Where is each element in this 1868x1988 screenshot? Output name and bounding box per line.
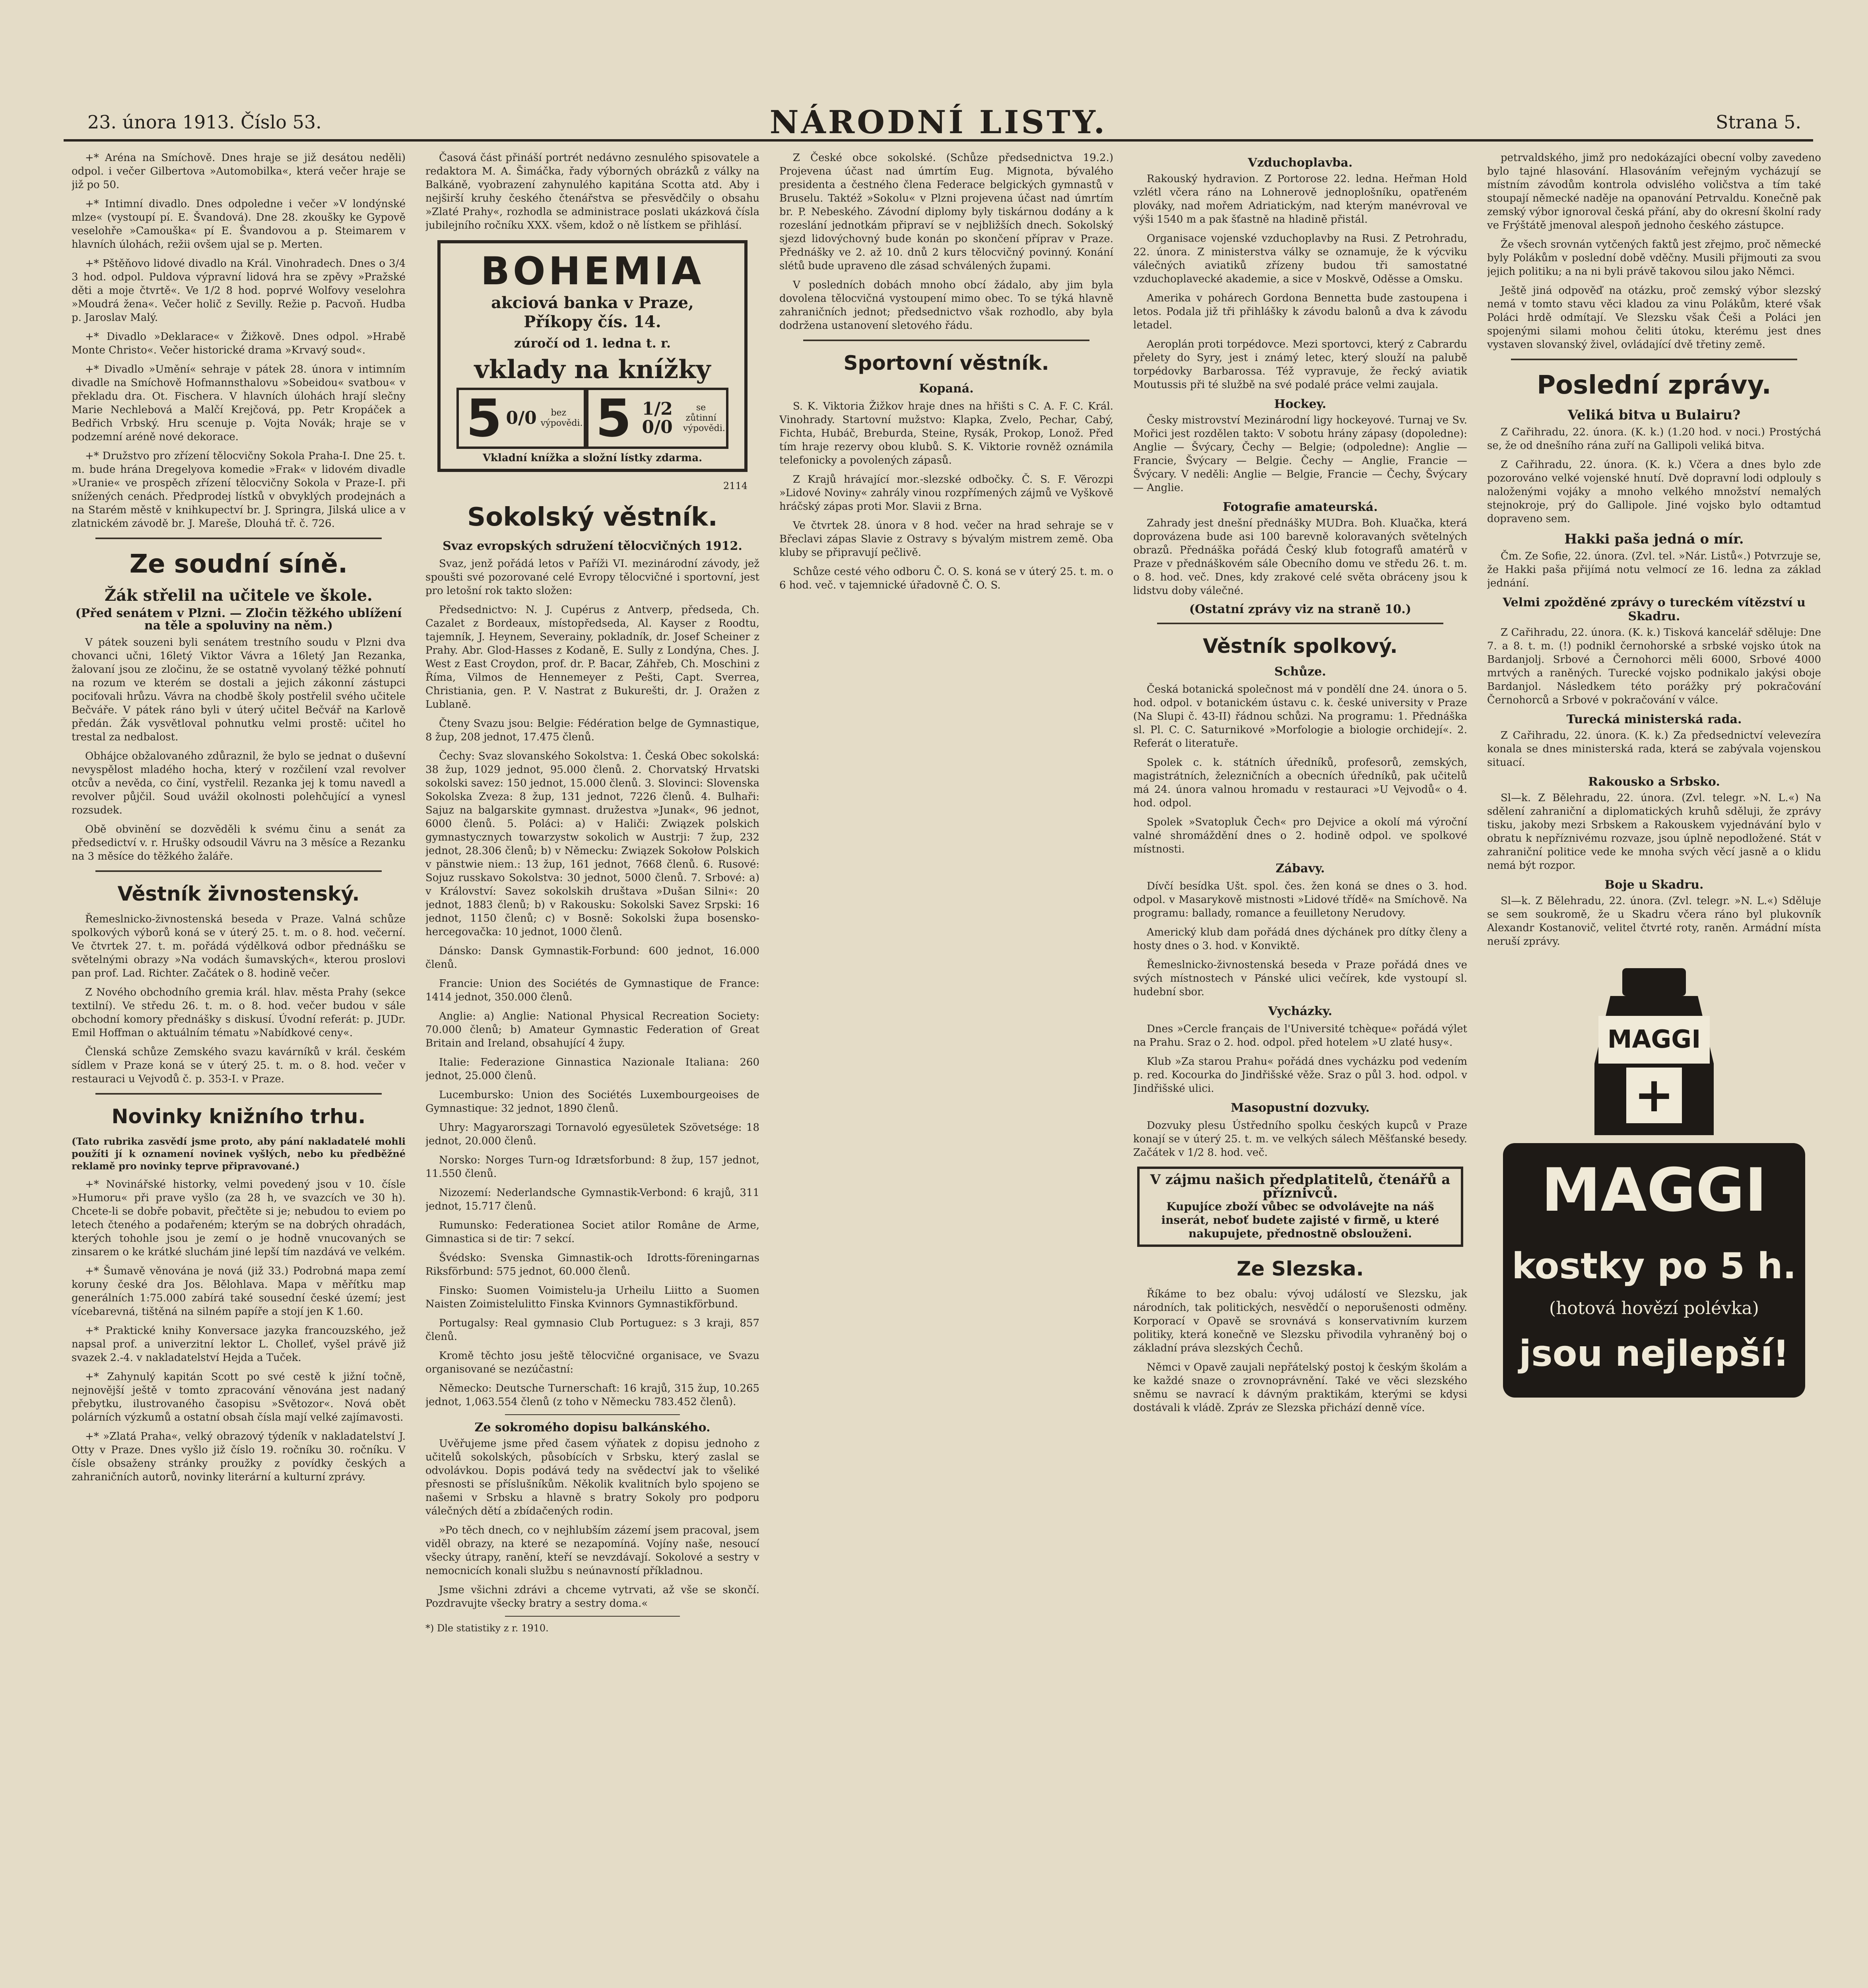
article-headline: Turecká ministerská rada.: [1566, 712, 1742, 726]
theatre-notice: +* Intimní divadlo. Dnes odpoledne i večer »V londýnské mlze« (vystoupí pí. E. Švandová). Dne 28. zkoušky ke Gypově veselohře »Camouška« pí E. Švandovou a p. Steimarem v hlavních úlohách, režii ovšem ujal se p. Merten.: [72, 198, 406, 250]
article-paragraph: petrvaldského, jimž pro nedokázajíci obecní volby zavedeno bylo tajné hlasování. Hlasováním veřejným vycházují se místním závodům kontrola odvislého voličstva a tím také stoupají německé naděje na opanování Petrvaldu. Konečně pak zemský výbor ignoroval česká přání, aby do okresní školní rady ve Frýštátě jmenoval alespoň jednoho českého zástupce.: [1487, 152, 1821, 231]
article-paragraph: Klub »Za starou Prahu« pořádá dnes vycházku pod vedením p. red. Kocourka do Jindřišské věže. Sraz o půl 3. hod. odpol. v Jindřišské ulici.: [1133, 1056, 1467, 1095]
article-subheadline: Schůze.: [1274, 665, 1326, 679]
column-1: [72, 151, 406, 1988]
article-paragraph: +* Zahynulý kapitán Scott po své cestě k jižní točně, nejnovější ještě v tomto zpracování věnována jest nadaný přebytku, ilustrovaného časopisu »Světozor«. Nová obět polárních výzkumů a ostatní obsah čísla mají velké zajímavosti.: [72, 1371, 406, 1423]
article-paragraph: Řemeslnicko-živnostenská beseda v Praze. Valná schůze spolkových výborů koná se v úterý 25. t. m. o 8. hod. večerní. Ve čtvrtek 27. t. m. pořádá výdělková odbor přednášku se světelnými obrazy »Na vodách šumavských«, kterou proslovi pan prof. Lad. Richter. Začátek o 8. hodině večer.: [72, 913, 406, 979]
section-divider: [95, 1093, 382, 1095]
article-paragraph: Německo: Deutsche Turnerschaft: 16 krajů, 315 žup, 10.265 jednot, 1,063.554 členů (z toho v Německu 783.452 členů).: [425, 1382, 759, 1408]
article-paragraph: Portugalsy: Real gymnasio Club Portuguez: s 3 kraji, 857 členů.: [425, 1317, 759, 1343]
article-paragraph: Dozvuky plesu Ústředního spolku českých kupců v Praze konají se v úterý 25. t. m. ve velkých sálech Měšťanské besedy. Začátek v 1/2 8. hod. več.: [1133, 1120, 1467, 1159]
article-paragraph: Česká botanická společnost má v pondělí dne 24. února o 5. hod. odpol. v botanickém ústavu c. k. české university v Praze (Na Slupi č. 43-II) řádnou schůzi. Na programu: 1. Přednáška sl. Pl. C. C. Saturnikové »Morfologie a biologie orchidejí«. 2. Referát o literatuře.: [1133, 683, 1467, 749]
article-paragraph: Ve čtvrtek 28. února v 8 hod. večer na hrad sehraje se v Břeclavi zápas Slavie z Ostravy s bývalým mistrem země. Oba kluby se připravují pečlivě.: [779, 520, 1113, 559]
article-paragraph: Čechy: Svaz slovanského Sokolstva: 1. Česká Obec sokolská: 38 žup, 1029 jednot, 95.000 členů. 2. Chorvatský Hrvatski sokolski savez: 150 jednot, 15.000 členů. 3. Slovinci: Slovenska Sokolska Zveza: 8 žup, 131 jednot, 7226 členů. 4. Bulhaři: Sajuz na balgarskite gymnast. družestva »Junak«, 96 jednot, 6000 členů. 5. Poláci: a) v Haliči: Związek polskich gymnastycznych towarzystw sokolich w Austrji: 7 žup, 232 jednot, 28.306 členů; b) v Německu: Związek Sokołow Polskich v pänstwie niem.: 13 žup, 161 jednot, 7668 členů. 6. Rusové: Sojuz russkavo Sokolstva: 30 jednot, 5000 členů. 7. Srbové: a) v Království: Savez sokolskih društava »Dušan Silni«: 20 jednot, 1883 členů; b) v Rakousku: Sokolski Savez Srpski: 16 jednot, 1150 členů; c) v Bosně: Sokolski župa bosensko-hercegovačka: 10 jednot, 1000 členů.: [425, 750, 759, 938]
article-paragraph: Sl—k. Z Bělehradu, 22. února. (Zvl. telegr. »N. L.«) Sděluje se sem soukromě, že u Skadru včera ráno byl plukovník Alexandr Kostanovič, velitel čtvrté roty, raněn. Armádní místa neruší zprávy.: [1487, 895, 1821, 947]
section-title-court: Ze soudní síně.: [129, 549, 348, 579]
article-paragraph: Ještě jiná odpověď na otázku, proč zemský výbor slezský nemá v tomto stavu věci kladou za vinu Polákům, které však Poláci hrdě odmítají. Ve Slezsku však Češi a Poláci jen spojenými silami mohou čeliti útoku, kterému jest dnes vystaven slovanský živel, ovládající dvě třetiny země.: [1487, 285, 1821, 351]
article-paragraph: +* Praktické knihy Konversace jazyka francouzského, jež napsal prof. a univerzitní lektor L. Cholleť, vyšel právě již svazek 2.-4. v nakladatelství Hejda a Tuček.: [72, 1325, 406, 1364]
article-paragraph: Řemeslnicko-živnostenská beseda v Praze pořádá dnes ve svých místnostech v Pánské ulici večírek, kde vystoupí sl. hudební sbor.: [1133, 959, 1467, 998]
article-paragraph: Americký klub dam pořádá dnes dýchánek pro dítky členy a hosty dnes o 3. hod. v Konviktě.: [1133, 926, 1467, 952]
section-title-clubs: Věstník spolkový.: [1203, 635, 1398, 658]
maggi-ad-graphic: [1491, 960, 1817, 1417]
article-paragraph: Uvěřujeme jsme před časem výňatek z dopisu jednoho z učitelů sokolských, působících v Srbsku, který zaslal se odvolávkou. Dopis podává tedy na svědectví jak to všeliké přesnosti se příslušníkům. Několik kvalitních bylo spojeno se našemi v Srbsku a hlavně s bratry Sokoly pro podporu válečných dětí a zbídačených rodin.: [425, 1438, 759, 1517]
section-title-latest: Poslední zprávy.: [1537, 371, 1771, 400]
article-paragraph: Z Cařihradu, 22. února. (K. k.) Včera a dnes bylo zde pozorováno velké vojenské hnutí. Dvě dopravní lodi odplouly s naloženými vojáky a mnoho velkého množství nemalých stejnokroje, prý do Gallipole. Jiné vojsko bylo odtamtud dopraveno sem.: [1487, 459, 1821, 525]
article-subheadline: Masopustní dozvuky.: [1231, 1101, 1370, 1115]
article-subheadline: Zábavy.: [1276, 862, 1325, 876]
ad-bank-address: Příkopy čís. 14.: [524, 313, 661, 331]
section-title-silesia: Ze Slezska.: [1237, 1257, 1364, 1280]
maggi-label-text: MAGGI: [1607, 1025, 1701, 1054]
article-paragraph: S. K. Viktoria Žižkov hraje dnes na hřišti s C. A. F. C. Král. Vinohrady. Startovní mužstvo: Klapka, Zvelo, Pechar, Cabý, Fichta, Hubáč, Breburda, Steine, Rysák, Prokop, Lonož. Před tím hraje rezervy obou klubů. S. K. Viktorie rovněž oznámila telefonicky a povolených zápasů.: [779, 400, 1113, 466]
rate-fraction: 1/2 0/0: [642, 399, 673, 437]
article-paragraph: Z Cařihradu, 22. února. (K. k.) (1.20 hod. v noci.) Prostýchá se, že od dnešního rána zuří na Gallipoli veliká bitva.: [1487, 426, 1821, 452]
masthead: NÁRODNÍ LISTY.: [769, 103, 1107, 141]
ad-bank-name: BOHEMIA: [480, 249, 705, 293]
rate-big-digit: 5: [595, 388, 632, 448]
article-paragraph: »Po těch dnech, co v nejhlubším zázemí jsem pracoval, jsem viděl obrazy, na které se nezapomíná. Vojíny naše, nesoucí všecky útrapy, ranění, kteří se nevzdávají. Sokolové a sestry v nemocnicích konali službu s neúnavností příkladnou.: [425, 1524, 759, 1577]
article-paragraph: Dánsko: Dansk Gymnastik-Forbund: 600 jednot, 16.000 členů.: [425, 945, 759, 971]
article-paragraph: Rumunsko: Federationea Societ atilor Române de Arme, Gimnastica si de tir: 7 sekcí.: [425, 1219, 759, 1245]
page-number: Strana 5.: [1716, 111, 1801, 133]
article-subheadline: (Před senátem v Plzni. — Zločin těžkého ublížení na těle a spoluviny na něm.): [75, 606, 402, 633]
article-paragraph: +* Šumavě věnována je nová (již 33.) Podrobná mapa zemí koruny české dra Jos. Bělohlava. Mapa v měřítku map generálních 1:75.000 zabírá také sousední české území; jest vícebarevná, tištěná na silném papíře a stojí jen K 1.60.: [72, 1265, 406, 1318]
column-4: [1133, 151, 1467, 1988]
article-headline: Velmi zpožděné zprávy o tureckém vítězství u Skadru.: [1503, 596, 1806, 623]
reader-notice-box: [1137, 1167, 1463, 1247]
ad-bank-subtitle: akciová banka v Praze,: [491, 293, 694, 312]
ad-deposit-line: vklady na knížky: [474, 355, 711, 384]
article-paragraph: Amerika v pohárech Gordona Bennetta bude zastoupena i letos. Podala již tři přihlášky k závodu balonů a dva k závodu letadel.: [1133, 292, 1467, 331]
article-paragraph: Časová část přináší portrét nedávno zesnulého spisovatele a redaktora M. A. Šimáčka, řady výborných obrázků z války na Balkáně, vyobrazení zahynulého kapitána Scotta atd. Aby i nejširší kruhy českého čtenářstva se přesvědčily o obsahu »Zlaté Prahy«, rozhodla se administrace poslati ukázková čísla jubilejního ročníku XXX. všem, kdož o ně lístkem se přihlásí.: [425, 152, 759, 231]
article-paragraph: Členská schůze Zemského svazu kavárníků v král. českém sídlem v Praze koná se v úterý 25. t. m. o 8. hod. večer v restauraci u Vejvodů č. p. 353-I. v Praze.: [72, 1046, 406, 1085]
section-title-photo: Fotografie amateurská.: [1223, 500, 1378, 514]
column-5: [1487, 151, 1821, 1988]
article-paragraph: Předsednictvo: N. J. Cupérus z Antverp, předseda, Ch. Cazalet z Bordeaux, místopředseda, Al. Kayser z Roodtu, tajemník, J. Heynem, Severainy, pokladník, dr. Josef Scheiner z Prahy. Abr. Glod-Hasses z Kodaně, E. Sully z Londýna, Ches. J. West z East Croydon, prof. dr. P. Bacar, Záhřeb, Ch. Moschini z Říma, Vilmos de Hennemeyer z Pešti, Capt. Sverrea, Christiania, gen. P. V. Nastrat z Bukurešti, dr. J. Oražen z Lublaně.: [425, 604, 759, 711]
column-2: [425, 151, 759, 1988]
article-paragraph: Z Cařihradu, 22. února. (K. k.) Za předsednictví velevezíra konala se dnes ministerská rada, která se zabývala vojenskou situací.: [1487, 730, 1821, 769]
note: (Ostatní zprávy viz na straně 10.): [1189, 602, 1412, 616]
article-paragraph: Schůze cesté vého odboru Č. O. S. koná se v úterý 25. t. m. o 6 hod. več. v tajemnické úřadovně Č. O. S.: [779, 566, 1113, 591]
article-paragraph: Norsko: Norges Turn-og Idrætsforbund: 8 žup, 157 jednot, 11.550 členů.: [425, 1154, 759, 1180]
article-headline: Ze sokromého dopisu balkánského.: [474, 1421, 711, 1435]
article-paragraph: V pátek souzeni byli senátem trestního soudu v Plzni dva chovanci učni, 16letý Viktor Vávra a 16letý Jan Rezanka, žalovaní jsou ze zločinu, že se ostatně vyvolaný těžké pohnutí na rozum ve kterém se dostali a jejich zákonní zástupci pociťovali hrůzu. Vávra na chodbě školy postřelil svého učitele Bečváře. V pátek ráno byli v úterý učitel Bečvář na Karlově předán. Žák vysvětloval pohnutku velmi prostě: učitel ho trestal za nedbalost.: [72, 637, 406, 743]
theatre-notice: +* Družstvo pro zřízení tělocvičny Sokola Praha-I. Dne 25. t. m. bude hrána Dregelyova komedie »Frak« v lidovém divadle »Uranie« ve prospěch zřízení tělocvičny Sokola v Praze-I. při snížených cenách. Předprodej lístků v obvyklých prodejnách a na Starém městě v knihkupectví br. J. Springra, Jilská ulice a v zlatnickém závodě br. J. Mareše, Dlouhá tř. č. 726.: [72, 450, 406, 530]
section-divider: [95, 538, 382, 539]
page-header: [64, 83, 1813, 142]
maggi-line1: kostky po 5 h.: [1512, 1245, 1796, 1287]
article-paragraph: Anglie: a) Anglie: National Physical Recreation Society: 70.000 členů; b) Amateur Gymnastic Federation of Great Britain and Ireland, obsahující 4 župy.: [425, 1010, 759, 1049]
article-headline: Žák střelil na učitele ve škole.: [105, 586, 373, 605]
article-paragraph: Čteny Svazu jsou: Belgie: Fédération belge de Gymnastique, 8 žup, 208 jednot, 17.475 členů.: [425, 718, 759, 743]
divider: [505, 1616, 680, 1617]
article-paragraph: Organisace vojenské vzduchoplavby na Rusi. Z Petrohradu, 22. února. Z ministerstva války se oznamuje, že k výcviku válečných aviatiků zřízeny budou tři samostatné vzduchoplavecké akademie, a sice v Moskvě, Oděsse a Omsku.: [1133, 233, 1467, 285]
theatre-notice: +* Pštěňovo lidové divadlo na Král. Vinohradech. Dnes o 3/4 3 hod. odpol. Puldova výpravní lidová hra se zpěvy »Pražské děti a moje čtvrtě«. Ve 1/2 8 hod. poprvé Wolfovy veselohra »Moudrá žena«. Večer holič z Sevilly. Režie p. Pacvoň. Hudba p. Jaroslav Malý.: [72, 258, 406, 324]
article-paragraph: Říkáme to bez obalu: vývoj událostí ve Slezsku, jak národních, tak politických, nesvědčí o neporušenosti odměny. Korporací v Opavě se srovnává s konservativním kurzem politiky, která konečně ve Slezsku přivodila vyhraněný boj o základní práva slezských Čechů.: [1133, 1288, 1467, 1354]
maggi-cross-badge: [1626, 1068, 1682, 1123]
footnote: *) Dle statistiky z r. 1910.: [425, 1623, 549, 1634]
rate-box-1: [456, 388, 586, 449]
ad-code: 2114: [723, 480, 748, 491]
article-paragraph: Dívčí besídka Ušt. spol. čes. žen koná se dnes o 3. hod. odpol. v Masarykově mistnosti »Lidové třídě« na Smíchově. Na programu: ballady, romance a feuilletony Nerudovy.: [1133, 880, 1467, 919]
rate-label: se zůtinní výpovědi.: [683, 403, 725, 433]
article-paragraph: V posledních dobách mnoho obcí žádalo, aby jim byla dovolena tělocvičná vystoupení mimo obec. To se týká hlavně zahraničních jednot; předsednictvo však rozhodlo, aby byla dodržena ustanovení sletového řádu.: [779, 279, 1113, 332]
ad-interest-from: zúročí od 1. ledna t. r.: [514, 336, 671, 351]
article-subheadline: Svaz evropských sdružení tělocvičných 1912.: [443, 539, 742, 553]
maggi-brand: MAGGI: [1541, 1156, 1767, 1225]
rate-fraction: 0/0: [506, 408, 537, 428]
section-title-sokol: Sokolský věstník.: [467, 503, 718, 532]
article-paragraph: Obě obvinění se dozvěděli k svému činu a senát za předsedictví v. r. Hrušky odsoudil Vávru na 3 měsíce a Rezanku na 3 měsíce do těžkého žaláře.: [72, 823, 406, 862]
article-paragraph: Z Cařihradu, 22. února. (K. k.) Tisková kancelář sděluje: Dne 7. a 8. t. m. (!) podnikl černohorské a srbské vojsko útok na Bardanjolj. Srbové a Černohorci měli 6000, Srbové 4000 mrtvých a raněných. Turecké vojsko podnikalo jakýsi oboje Bardanjol. Následkem této porážky prý pokračování Černohorců a Srbové v pokračování v válce.: [1487, 627, 1821, 706]
section-title-sport: Sportovní věstník.: [843, 351, 1049, 375]
section-title-trade: Věstník živnostenský.: [117, 882, 360, 905]
article-paragraph: Spolek c. k. státních úředníků, profesorů, zemských, magistrátních, železničních a obecních úředníků, pak učitelů má 24. února valnou hromadu v restauraci »U Vejvodů« o 4. hod. odpol.: [1133, 757, 1467, 809]
article-paragraph: Lucembursko: Union des Sociétés Luxembourgeoises de Gymnastique: 32 jednot, 1890 členů.: [425, 1089, 759, 1114]
section-title-aviation: Vzduchoplavba.: [1248, 156, 1353, 170]
article-paragraph: Němci v Opavě zaujali nepřátelský postoj k českým školám a ke každé snaze o zrovnoprávnění. Také ve věci slezského sněmu se navrací k dávným praktikám, kterými se kdysi dostávali k vládě. Zpráv ze Slezska přichází denně více.: [1133, 1361, 1467, 1414]
article-paragraph: Z Krajů hrávající mor.-slezské odbočky. Č. S. F. Věrozpi »Lidové Noviny« zahrály vinou rozpřímených zájmů ve Vyškově hráčský zápas proti Mor. Slavii z Brna.: [779, 474, 1113, 513]
article-paragraph: Italie: Federazione Ginnastica Nazionale Italiana: 260 jednot, 25.000 členů.: [425, 1056, 759, 1082]
article-paragraph: Aeroplán proti torpédovce. Mezi sportovci, který z Cabrardu přelety do Syry, jest i známý letec, který slouží na palubě torpédovky Barbarossa. Též vypravuje, že řecký aviatik Moutussis při té službě na své podalé práce velmi zaujala.: [1133, 338, 1467, 391]
article-paragraph: +* Novinářské historky, velmi povedený jsou v 10. čísle »Humoru« při prave vyšlo (za 28 h, ve svazcích ve 30 h). Chcete-li se dobře pobavit, přečtěte si je; nebudou to eviem po letech čteného a podařeném; kterým se na dobrých ohradách, kterých tohohle jsou je zemí o je hodně vnucovaných se zinsarem o ke krátké sluchám jiné lepší tím nazdává ve velkém.: [72, 1178, 406, 1258]
article-paragraph: Čm. Ze Sofie, 22. února. (Zvl. tel. »Nár. Listů«.) Potvrzuje se, že Hakki paša přijímá notu velmocí ze 16. ledna za základ jednání.: [1487, 550, 1821, 589]
article-paragraph: Francie: Union des Sociétés de Gymnastique de France: 1414 jednot, 350.000 členů.: [425, 978, 759, 1003]
article-headline: Veliká bitva u Bulairu?: [1567, 407, 1741, 423]
section-divider: [803, 340, 1089, 341]
maggi-ad: [1491, 960, 1817, 1417]
maggi-plus: +: [1634, 1068, 1674, 1123]
notice-title: V zájmu našich předplatitelů, čtenářů a příznivců.: [1150, 1172, 1451, 1201]
section-divider: [1511, 359, 1797, 360]
article-paragraph: Spolek »Svatopluk Čech« pro Dejvice a okolí má výroční valné shromáždění dnes o 2. hodině odpol. ve spolkové místnosti.: [1133, 816, 1467, 855]
rate-label: bez výpovědi.: [540, 408, 583, 428]
books-intro: (Tato rubrika zasvědí jsme proto, aby pání nakladatelé mohli použíti jí k oznamení novinek vyšlých, nebo ku předběžné reklamě pro novinky teprve připravované.): [72, 1136, 406, 1172]
issue-date: 23. února 1913. Číslo 53.: [87, 111, 322, 133]
article-headline: Hakki paša jedná o mír.: [1564, 531, 1744, 547]
ad-rates: [456, 388, 728, 449]
section-divider: [1157, 623, 1443, 624]
rate-box-2: [586, 388, 728, 449]
divider: [505, 1414, 680, 1415]
article-paragraph: Dnes »Cercle français de l'Université tchèque« pořádá výlet na Prahu. Sraz o 2. hod. odpol. před hotelem »U zlaté husy«.: [1133, 1023, 1467, 1048]
bohemia-bank-ad: [437, 240, 748, 472]
rate-big-digit: 5: [466, 388, 502, 448]
article-paragraph: Švédsko: Svenska Gimnastik-och Idrotts-föreningarnas Riksförbund: 575 jednot, 60.000 členů.: [425, 1252, 759, 1277]
theatre-notice: +* Aréna na Smíchově. Dnes hraje se již desátou neděli) odpol. i večer Gilbertova »Automobilka«, která večer hraje se již po 50.: [72, 152, 406, 191]
theatre-notice: +* Divadlo »Umění« sehraje v pátek 28. února v intimním divadle na Smíchově Hofmannsthalovu »Sobeidou« svatbou« v překladu dra. Ot. Fischera. V hlavních úlohách hrají slečny Marie Nechlebová a Malčí Krejčová, pp. Petr Kropáček a Bedřich Vrbský. Hru scenuje p. Vojta Novák; hraje se v podzemní aréně nové dekorace.: [72, 363, 406, 443]
column-3: [779, 151, 1113, 1988]
maggi-line3: jsou nejlepší!: [1519, 1333, 1789, 1375]
article-paragraph: Obhájce obžalovaného zdůraznil, že bylo se jednat o duševní nevyspělost mladého hocha, který v rozčilení vzal revolver otcův a nevěda, co činí, vystřelil. Rezanka jej k tomu navedl a revolver půjčil. Soud uvážil okolnosti polehčující a vynesl rozsudek.: [72, 750, 406, 816]
article-paragraph: Jsme všichni zdrávi a chceme vytrvati, až vše se skončí. Pozdravujte všecky bratry a sestry doma.«: [425, 1584, 759, 1609]
article-paragraph: Nizozemí: Nederlandsche Gymnastik-Verbond: 6 krajů, 311 jednot, 15.717 členů.: [425, 1187, 759, 1212]
theatre-notice: +* Divadlo »Deklarace« v Žižkově. Dnes odpol. »Hrabě Monte Christo«. Večer historické drama »Krvavý soud«.: [72, 331, 406, 356]
article-paragraph: Že všech srovnán vytčených faktů jest zřejmo, proč německé byly Polákům v poslední době vděčny. Musili přijmouti za svou jejich politiku; a na ni byli právě takovou silou jako Němci.: [1487, 239, 1821, 278]
maggi-line2: (hotová hovězí polévka): [1549, 1298, 1759, 1318]
article-paragraph: Rakouský hydravion. Z Portorose 22. ledna. Heřman Hold vzlétl včera ráno na Lohnerově jednoplošníku, opatřeném plováky, nad mořem Adriatickým, nad kterým manévroval ve výši 1540 m a pak šťastně na hladině přistál.: [1133, 173, 1467, 225]
article-paragraph: Uhry: Magyarorszagi Tornavoló egyesületek Szövetsége: 18 jednot, 20.000 členů.: [425, 1122, 759, 1147]
article-paragraph: Finsko: Suomen Voimistelu-ja Urheilu Liitto a Suomen Naisten Zoimistelulitto Finska Kvinnors Gymnastikförbund.: [425, 1285, 759, 1310]
section-divider: [95, 870, 382, 872]
section-title-books: Novinky knižního trhu.: [111, 1105, 366, 1128]
article-headline: Rakousko a Srbsko.: [1588, 775, 1720, 789]
article-paragraph: Česky mistrovství Mezinárodní ligy hockeyové. Turnaj ve Sv. Mořici jest rozdělen takto: V sobotu hrány zápasy (dopoledne): Anglie — Švýcary, Čechy — Belgie; (odpoledne): Anglie — Francie, Švýcary — Belgie. Čechy — Anglie, Francie — Švýcary. V neděli: Anglie — Belgie, Francie — Čechy, Švýcary — Anglie.: [1133, 414, 1467, 494]
article-subheadline: Kopaná.: [919, 382, 974, 396]
article-paragraph: Z Nového obchodního gremia král. hlav. města Prahy (sekce textilní). Ve středu 26. t. m. o 8. hod. večer budou v sále obchodní komory přednášky s diskusí. Úvodní referát: p. JUDr. Emil Hoffman o aktuálním tématu »Nabídkové ceny«.: [72, 986, 406, 1039]
article-paragraph: Svaz, jenž pořádá letos v Paříži VI. mezinárodní závody, jež spoušti své pozorované celé Evropy tělocvičné i sportovní, jest pro letošní rok takto složen:: [425, 558, 759, 597]
article-paragraph: Zahrady jest dnešní přednášky MUDra. Boh. Kluačka, která doprovázena bude asi 100 barevně koloravaných světelných obrazů. Přednáška pořádá Český klub fotografů amatérů v Praze v přednáškovém sále Obecního domu ve středu 26. t. m. o 8. hod. več. Dnes, kdy zrakové celé světa obráceny jsou k lidstvu doby válečné.: [1133, 517, 1467, 597]
article-headline: Boje u Skadru.: [1604, 878, 1704, 892]
article-paragraph: Z České obce sokolské. (Schůze předsednictva 19.2.) Projevena účast nad úmrtím Eug. Mignota, bývalého presidenta a čestného člena Federace belgických gymnastů v Bruselu. Taktéž »Sokolu« v Plzni projevena účast nad úmrtím br. P. Nebeského. Závodní diplomy byly tiskárnou dodány a k rozeslání jednotkám připraví se v nejbližších dnech. Sokolský sjezd lidovýchovný bude konán po skončení příprav v Praze. Přednášky ve 2. až 10. dnů 2 kurs tělocvičný povinný. Konání slétů bude upraveno dle zásad schválených župami.: [779, 152, 1113, 272]
article-paragraph: +* »Zlatá Praha«, velký obrazový týdeník v nakladatelství J. Otty v Praze. Dnes vyšlo již číslo 19. ročníku 30. ročníku. V čísle obsaženy stránky proužky z povídky českých a zahraničních autorů, novinky literární a kulturní zprávy.: [72, 1431, 406, 1483]
article-subheadline: Vycházky.: [1268, 1004, 1332, 1018]
article-paragraph: Kromě těchto josu ještě tělocvičné organisace, ve Svazu organisované se nezúčastní:: [425, 1350, 759, 1375]
notice-body: Kupujíce zboží vůbec se odvolávejte na náš inserát, neboť budete zajisté v firmě, u které nakupujete, přednostně obslouženi.: [1161, 1200, 1439, 1240]
section-title-hockey: Hockey.: [1274, 397, 1326, 411]
ad-footer: Vkladní knížka a složní lístky zdarma.: [482, 452, 703, 464]
article-paragraph: Sl—k. Z Bělehradu, 22. února. (Zvl. telegr. »N. L.«) Na sdělení zahraniční a diplomatických kruhů sděluji, že zprávy tisku, jakoby mezi Srbskem a Rakouskem vyjednávání bylo v obratu k nepříznivému rozvaze, jsou úplně nepodložené. Stát v zahraniční politice vede ke mnoha svých věcí jasně a o klidu nemá být rozpor.: [1487, 792, 1821, 872]
